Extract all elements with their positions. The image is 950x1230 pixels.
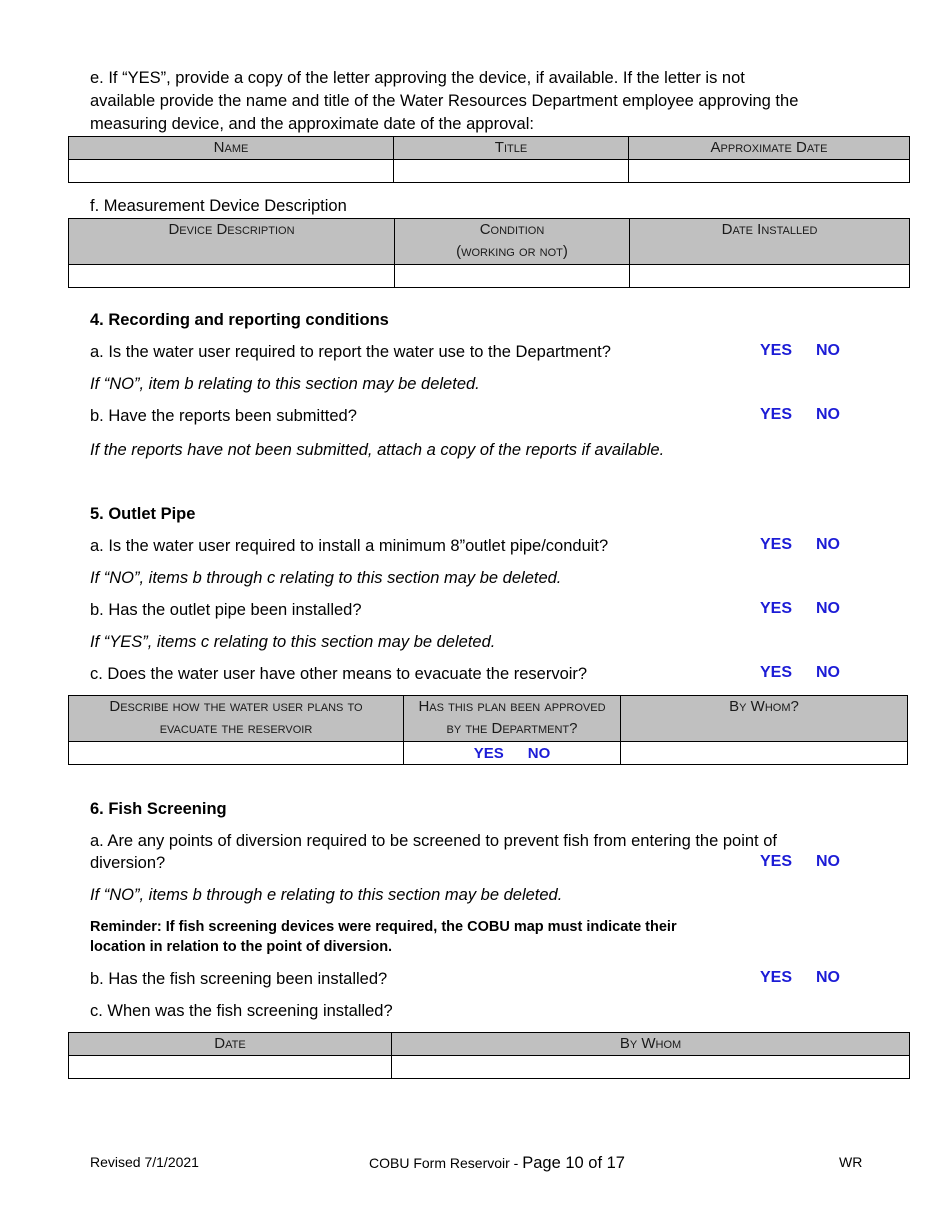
no-option[interactable]: NO: [816, 600, 840, 617]
evacuation-plan-cell[interactable]: [69, 742, 404, 765]
item-e-text-line2: available provide the name and title of the Water Resources Department employee approving the: [90, 92, 799, 110]
section-6-note-a: If “NO”, items b through e relating to this section may be deleted.: [90, 886, 563, 904]
section-5-question-a: a. Is the water user required to install a minimum 8”outlet pipe/conduit?: [90, 537, 609, 555]
approximate-date-cell[interactable]: [629, 160, 910, 183]
header-condition: [395, 219, 630, 265]
section-6-question-c: c. When was the fish screening installed?: [90, 1002, 393, 1020]
item-f-text: f. Measurement Device Description: [90, 197, 347, 215]
section-6-question-b: b. Has the fish screening been installed?: [90, 970, 388, 988]
header-by-whom: By Whom: [392, 1033, 910, 1056]
section-5-note-b: If “YES”, items c relating to this section may be deleted.: [90, 633, 496, 651]
no-option[interactable]: NO: [816, 853, 840, 870]
no-option[interactable]: NO: [527, 744, 551, 762]
header-by-whom: By Whom?: [621, 696, 908, 742]
header-evacuation-plan: [69, 696, 404, 742]
header-condition-label: Condition: [479, 221, 545, 238]
department-code: WR: [839, 1154, 863, 1170]
header-plan-approved: [404, 696, 621, 742]
no-option[interactable]: NO: [816, 969, 840, 986]
section-4-question-b: b. Have the reports been submitted?: [90, 407, 357, 425]
section-4-note-b: If the reports have not been submitted, attach a copy of the reports if available.: [90, 441, 665, 459]
header-plan-approved-line2: by the Department?: [446, 720, 578, 737]
form-name: COBU Form Reservoir -: [369, 1155, 523, 1171]
item-e-text-line3: measuring device, and the approximate date of the approval:: [90, 115, 534, 133]
fish-screening-date-table: [68, 1032, 910, 1079]
section-5-title: 5. Outlet Pipe: [90, 505, 196, 523]
condition-cell[interactable]: [395, 265, 630, 288]
no-option[interactable]: NO: [816, 664, 840, 681]
device-description-cell[interactable]: [69, 265, 395, 288]
by-whom-cell[interactable]: [621, 742, 908, 765]
plan-approved-cell: [404, 742, 621, 765]
section-6-title: 6. Fish Screening: [90, 800, 227, 818]
section-5-question-c: c. Does the water user have other means to evacuate the reservoir?: [90, 665, 588, 683]
header-date: Date: [69, 1033, 392, 1056]
reminder-line2: location in relation to the point of diversion.: [90, 939, 393, 955]
header-condition-sub: (working or not): [456, 243, 568, 260]
by-whom-cell[interactable]: [392, 1056, 910, 1079]
date-installed-cell[interactable]: [630, 265, 910, 288]
header-evacuation-plan-line2: evacuate the reservoir: [159, 720, 313, 737]
yes-option[interactable]: YES: [760, 536, 793, 553]
no-option[interactable]: NO: [816, 536, 840, 553]
yes-option[interactable]: YES: [760, 600, 793, 617]
section-6-question-a-line2: diversion?: [90, 854, 166, 872]
header-device-description: Device Description: [69, 219, 395, 265]
section-5-note-a: If “NO”, items b through c relating to this section may be deleted.: [90, 569, 562, 587]
section-5-question-b: b. Has the outlet pipe been installed?: [90, 601, 362, 619]
name-cell[interactable]: [69, 160, 394, 183]
header-approximate-date: Approximate Date: [629, 137, 910, 160]
no-option[interactable]: NO: [816, 342, 840, 359]
revised-date: Revised 7/1/2021: [90, 1154, 199, 1170]
no-option[interactable]: NO: [816, 406, 840, 423]
section-6-question-a-line1: a. Are any points of diversion required to be screened to prevent fish from entering the point of: [90, 832, 777, 850]
header-date-installed: Date Installed: [630, 219, 910, 265]
header-plan-approved-line1: Has this plan been approved: [418, 698, 606, 715]
section-4-question-a: a. Is the water user required to report the water use to the Department?: [90, 343, 611, 361]
date-cell[interactable]: [69, 1056, 392, 1079]
yes-option[interactable]: YES: [760, 969, 793, 986]
yes-option[interactable]: YES: [760, 406, 793, 423]
page-footer: [369, 1154, 625, 1173]
yes-option[interactable]: YES: [760, 853, 793, 870]
yes-option[interactable]: YES: [760, 664, 793, 681]
section-4-note-a: If “NO”, item b relating to this section may be deleted.: [90, 375, 480, 393]
header-name: Name: [69, 137, 394, 160]
reminder-line1: Reminder: If fish screening devices were required, the COBU map must indicate their: [90, 919, 677, 935]
device-table: [68, 218, 910, 288]
yes-option[interactable]: YES: [760, 342, 793, 359]
page-number: Page 10 of 17: [522, 1154, 625, 1172]
header-title: Title: [394, 137, 629, 160]
title-cell[interactable]: [394, 160, 629, 183]
approval-table: [68, 136, 910, 183]
yes-option[interactable]: YES: [473, 744, 504, 762]
evacuation-plan-table: [68, 695, 908, 765]
section-4-title: 4. Recording and reporting conditions: [90, 311, 389, 329]
item-e-text-line1: e. If “YES”, provide a copy of the letter approving the device, if available. If the letter is not: [90, 69, 745, 87]
header-evacuation-plan-line1: Describe how the water user plans to: [109, 698, 363, 715]
